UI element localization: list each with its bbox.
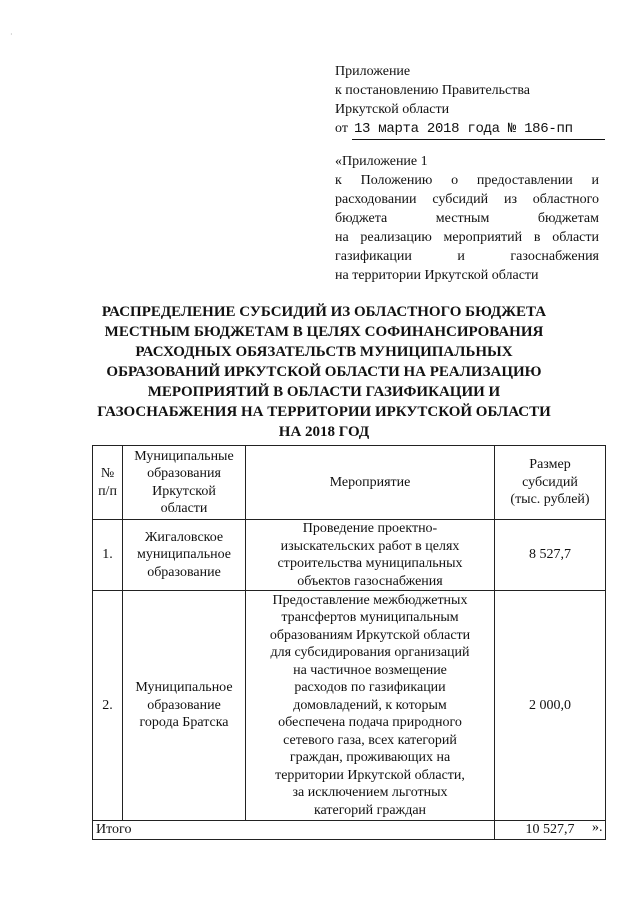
title-line-3: РАСХОДНЫХ ОБЯЗАТЕЛЬСТВ МУНИЦИПАЛЬНЫХ	[135, 344, 513, 360]
title-line-2: МЕСТНЫМ БЮДЖЕТАМ В ЦЕЛЯХ СОФИНАНСИРОВАНИЯ	[104, 324, 544, 340]
subsidy-table	[92, 445, 606, 840]
header-number: № п/п	[93, 446, 123, 520]
annex-line-4: бюджета местным бюджетам	[335, 211, 599, 226]
document-title	[92, 302, 556, 442]
total-label: Итого	[93, 821, 495, 840]
row-event: Проведение проектно- изыскательских работ в целях строительства муниципальных объектов газоснабжения	[246, 520, 495, 591]
header-date-line	[335, 119, 605, 140]
row-number: 2.	[93, 591, 123, 821]
scan-margin-mark: ·	[10, 30, 13, 39]
attachment-header	[335, 62, 605, 140]
total-amount: 10 527,7	[495, 821, 606, 840]
table-row	[93, 520, 606, 591]
title-line-5: МЕРОПРИЯТИЙ В ОБЛАСТИ ГАЗИФИКАЦИИ И	[147, 384, 501, 400]
table-total-row	[93, 821, 606, 840]
annex-line-3: расходовании субсидий из областного	[335, 192, 599, 207]
title-line-6: ГАЗОСНАБЖЕНИЯ НА ТЕРРИТОРИИ ИРКУТСКОЙ ОБЛАСТИ	[97, 404, 551, 420]
table-row	[93, 591, 606, 821]
header-line-2: к постановлению Правительства	[335, 83, 531, 98]
header-municipality: Муниципальные образования Иркутской области	[123, 446, 246, 520]
annex-reference	[335, 152, 599, 285]
table-header-row	[93, 446, 606, 520]
title-line-7: НА 2018 ГОД	[278, 424, 370, 440]
row-municipality: Жигаловское муниципальное образование	[123, 520, 246, 591]
header-event: Мероприятие	[246, 446, 495, 520]
row-municipality: Муниципальное образование города Братска	[123, 591, 246, 821]
closing-quote-mark: ».	[592, 820, 603, 835]
annex-line-7: на территории Иркутской области	[335, 268, 539, 283]
row-amount: 8 527,7	[495, 520, 606, 591]
annex-line-1: «Приложение 1	[335, 154, 428, 169]
annex-line-5: на реализацию мероприятий в области	[335, 230, 599, 245]
decree-date-number: 13 марта 2018 года № 186-пп	[352, 120, 605, 140]
header-line-3: Иркутской области	[335, 102, 450, 117]
title-line-4: ОБРАЗОВАНИЙ ИРКУТСКОЙ ОБЛАСТИ НА РЕАЛИЗАЦИЮ	[106, 364, 542, 380]
annex-line-6: газификации и газоснабжения	[335, 249, 599, 264]
row-number: 1.	[93, 520, 123, 591]
header-line-1: Приложение	[335, 64, 411, 79]
row-event: Предоставление межбюджетных трансфертов муниципальным образованиям Иркутской области для субсидирования организаций на частичное возмещение расходов по газификации домовладений, к которым обеспечена подача природного сетевого газа, всех категорий граждан, проживающих на территории Иркутской области, за исключением льготных категорий граждан	[246, 591, 495, 821]
row-amount: 2 000,0	[495, 591, 606, 821]
date-prefix: от	[335, 121, 348, 136]
annex-line-2: к Положению о предоставлении и	[335, 173, 599, 188]
title-line-1: РАСПРЕДЕЛЕНИЕ СУБСИДИЙ ИЗ ОБЛАСТНОГО БЮДЖЕТА	[101, 304, 547, 320]
header-amount: Размер субсидий (тыс. рублей)	[495, 446, 606, 520]
